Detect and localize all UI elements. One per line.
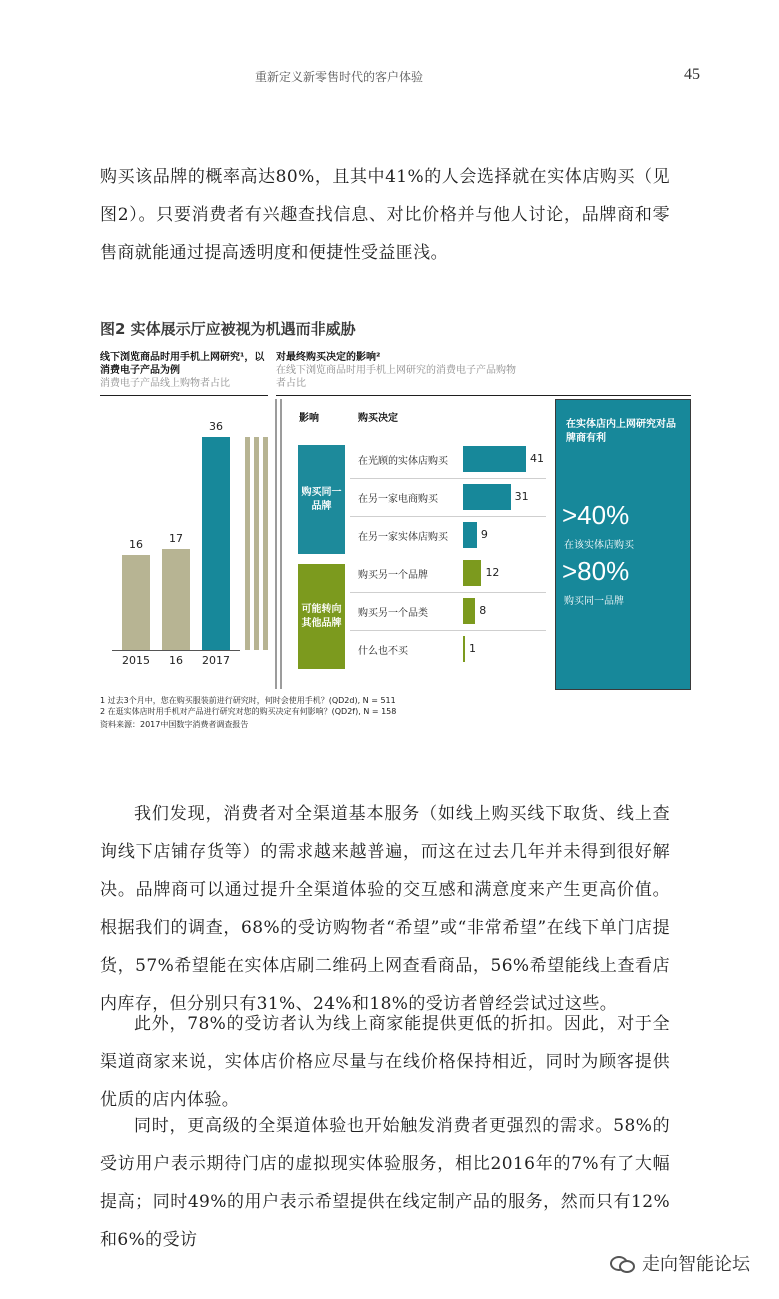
insight-panel — [555, 399, 691, 690]
decision-value: 31 — [514, 490, 529, 503]
page-header — [0, 66, 779, 90]
source-note: 资料来源：2017中国数字消费者调查报告 — [100, 720, 249, 729]
divider-stripe — [245, 437, 250, 650]
decision-value: 8 — [479, 604, 487, 617]
right-chart-heading — [276, 351, 516, 390]
year-bar-value: 17 — [169, 532, 183, 546]
page-number: 45 — [684, 66, 700, 83]
right-subheading: 在线下浏览商品时用手机上网研究的消费电子产品购物者占比 — [276, 365, 516, 389]
decision-label: 购买另一个品类 — [358, 608, 428, 619]
row-separator — [350, 630, 546, 631]
figure-title: 图2 实体展示厅应被视为机遇而非威胁 — [100, 320, 356, 338]
decision-bar — [463, 636, 465, 662]
decision-bar — [463, 522, 477, 548]
year-label: 2017 — [202, 654, 230, 667]
year-label: 2015 — [122, 654, 150, 667]
stat-store-purchase-caption: 在该实体店购买 — [564, 540, 634, 551]
figure — [100, 345, 700, 740]
decision-label: 在另一家电商购买 — [358, 494, 438, 505]
decision-bar — [463, 598, 475, 624]
stat-same-brand-caption: 购买同一品牌 — [564, 596, 624, 607]
row-separator — [350, 478, 546, 479]
left-subheading: 消费电子产品线上购物者占比 — [100, 378, 230, 389]
paragraph-3: 同时，更高级的全渠道体验也开始触发消费者更强烈的需求。58%的受访用户表示期待门店的虚拟现实体验服务，相比2016年的7%有了大幅提高；同时49%的用户表示希望提供在线定制产品的服务，然而只有12%和6%的受访 — [100, 1116, 670, 1250]
stat-store-purchase: >40% — [562, 500, 630, 530]
year-bar — [122, 555, 150, 650]
paragraph-1: 我们发现，消费者对全渠道基本服务（如线上购买线下取货、线上查询线下店铺存货等）的需求越来越普遍，而这在过去几年并未得到很好解决。品牌商可以通过提升全渠道体验的交互感和满意度来产生更高价值。根据我们的调查，68%的受访购物者“希望”或“非常希望”在线下单门店提货，57%希望能在实体店刷二维码上网查看商品，56%希望能线上查看店内库存，但分别只有31%、24%和18%的受访者曾经尝试过这些。 — [100, 804, 670, 1014]
left-chart-heading — [100, 351, 265, 390]
footnote-2: 2 在逛实体店时用手机对产品进行研究对您的购买决定有何影响？(QD2f), N = 158 — [100, 707, 397, 716]
group-same-brand-label: 购买同一品牌 — [301, 486, 342, 512]
running-title: 重新定义新零售时代的客户体验 — [255, 70, 424, 84]
divider-stripe — [263, 437, 268, 650]
stat-same-brand: >80% — [562, 556, 630, 586]
figure-notes — [100, 695, 396, 730]
decision-label: 在另一家实体店购买 — [358, 532, 448, 543]
decision-bar — [463, 484, 511, 510]
panel-divider-line — [275, 399, 277, 689]
year-bar-value: 16 — [129, 538, 143, 552]
decision-label: 购买另一个品牌 — [358, 570, 428, 581]
column-header-impact: 影响 — [299, 413, 319, 424]
watermark-text: 走向智能论坛 — [642, 1254, 750, 1275]
decision-label: 什么也不买 — [358, 646, 408, 657]
right-heading-rule — [276, 395, 691, 396]
left-heading-rule — [100, 395, 268, 396]
year-bar — [162, 549, 190, 650]
right-heading-text: 对最终购买决定的影响² — [276, 352, 381, 363]
column-header-decision: 购买决定 — [358, 413, 398, 424]
left-heading-text: 线下浏览商品时用手机上网研究¹，以消费电子产品为例 — [100, 352, 265, 376]
row-separator — [350, 516, 546, 517]
decision-value: 1 — [469, 642, 476, 655]
decision-bar — [463, 560, 481, 586]
decision-value: 9 — [480, 528, 488, 541]
year-bar-value: 36 — [209, 420, 223, 433]
wechat-icon — [610, 1254, 634, 1272]
year-bar — [202, 437, 230, 650]
group-other-brand-label: 可能转向其他品牌 — [301, 603, 342, 629]
decision-value: 41 — [530, 452, 544, 465]
year-label: 16 — [169, 654, 183, 667]
insight-heading: 在实体店内上网研究对品牌商有利 — [566, 419, 676, 444]
group-other-brand — [298, 564, 345, 669]
row-separator — [350, 592, 546, 593]
watermark — [610, 1250, 750, 1276]
paragraph-2: 此外，78%的受访者认为线上商家能提供更低的折扣。因此，对于全渠道商家来说，实体店价格应尽量与在线价格保持相近，同时为顾客提供优质的店内体验。 — [100, 1014, 670, 1110]
panel-divider-line — [280, 399, 282, 689]
divider-stripe — [254, 437, 259, 650]
decision-value: 12 — [485, 566, 500, 579]
group-same-brand — [298, 445, 345, 554]
decision-label: 在光顾的实体店购买 — [358, 456, 448, 467]
footnote-1: 1 过去3个月中，您在购买服装前进行研究时，何时会使用手机？(QD2d), N = 511 — [100, 696, 396, 705]
paragraph-top: 购买该品牌的概率高达80%，且其中41%的人会选择就在实体店购买（见图2）。只要消费者有兴趣查找信息、对比价格并与他人讨论，品牌商和零售商就能通过提高透明度和便捷性受益匪浅。 — [100, 167, 670, 263]
bar-chart-baseline — [112, 650, 240, 651]
decision-bar — [463, 446, 526, 472]
